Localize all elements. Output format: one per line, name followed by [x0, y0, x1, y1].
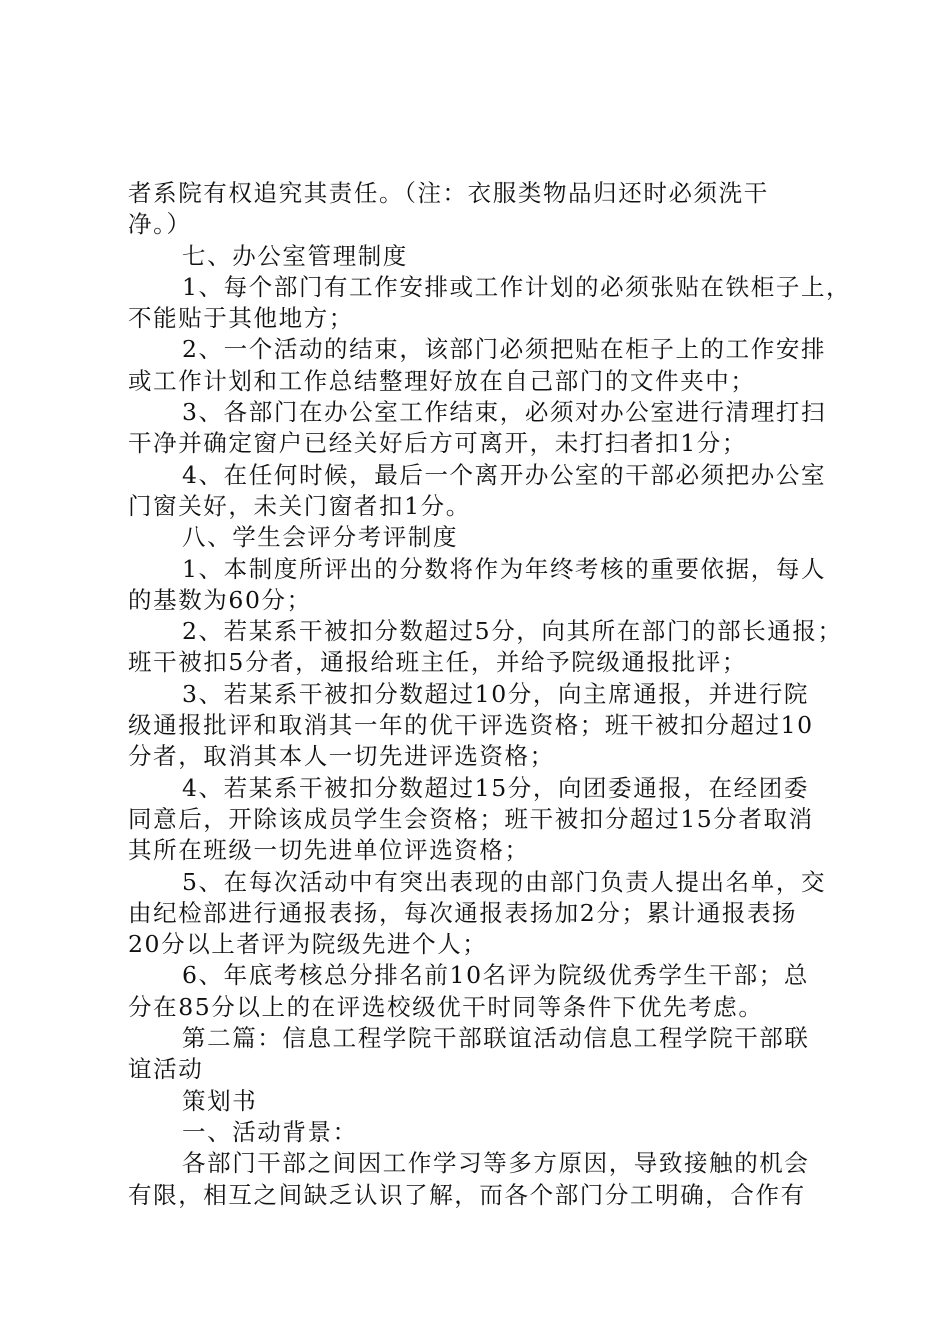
text-line: 2、若某系干被扣分数超过5分，向其所在部门的部长通报； [182, 617, 843, 646]
text-line: 分在85分以上的在评选校级优干时同等条件下优先考虑。 [128, 992, 764, 1021]
text-line: 七、办公室管理制度 [182, 241, 408, 270]
text-line: 的基数为60分； [128, 585, 312, 614]
text-line: 20分以上者评为院级先进个人； [128, 930, 488, 959]
text-line: 者系院有权追究其责任。（注：衣服类物品归还时必须洗干 [128, 179, 769, 207]
text-line: 4、若某系干被扣分数超过15分，向团委通报，在经团委 [182, 773, 809, 802]
text-line: 不能贴于其他地方； [128, 304, 354, 333]
text-line: 策划书 [182, 1086, 258, 1115]
text-line: 干净并确定窗户已经关好后方可离开，未打扫者扣1分； [128, 429, 747, 458]
text-line: 4、在任何时候，最后一个离开办公室的干部必须把办公室 [182, 460, 827, 489]
text-line: 门窗关好，未关门窗者扣1分。 [128, 491, 471, 520]
text-line: 由纪检部进行通报表扬，每次通报表扬加2分；累计通报表扬 [128, 898, 798, 927]
text-line: 第二篇：信息工程学院干部联谊活动信息工程学院干部联 [182, 1024, 810, 1053]
document-body [128, 178, 852, 1211]
text-line: 5、在每次活动中有突出表现的由部门负责人提出名单，交 [182, 867, 827, 896]
text-line: 各部门干部之间因工作学习等多方原因，导致接触的机会 [182, 1149, 810, 1178]
text-line: 或工作计划和工作总结整理好放在自己部门的文件夹中； [128, 366, 756, 395]
text-line: 6、年底考核总分排名前10名评为院级优秀学生干部；总 [182, 961, 809, 990]
text-line: 1、本制度所评出的分数将作为年终考核的重要依据，每人 [182, 554, 827, 583]
text-line: 谊活动 [128, 1055, 204, 1084]
text-line: 净。） [128, 210, 192, 239]
text-line: 1、每个部门有工作安排或工作计划的必须张贴在铁柜子上， [182, 272, 852, 301]
text-line: 分者，取消其本人一切先进评选资格； [128, 742, 555, 771]
text-line: 2、一个活动的结束，该部门必须把贴在柜子上的工作安排 [182, 335, 827, 364]
text-line: 班干被扣5分者，通报给班主任，并给予院级通报批评； [128, 648, 747, 677]
text-line: 级通报批评和取消其一年的优干评选资格；班干被扣分超过10 [128, 711, 814, 740]
text-line: 同意后，开除该成员学生会资格；班干被扣分超过15分者取消 [128, 804, 814, 833]
text-line: 一、活动背景： [182, 1117, 358, 1146]
text-line: 其所在班级一切先进单位评选资格； [128, 836, 530, 865]
text-line: 八、学生会评分考评制度 [182, 523, 459, 552]
text-line: 有限，相互之间缺乏认识了解，而各个部门分工明确，合作有 [128, 1180, 806, 1209]
text-line: 3、各部门在办公室工作结束，必须对办公室进行清理打扫 [182, 398, 827, 427]
text-line: 3、若某系干被扣分数超过10分，向主席通报，并进行院 [182, 679, 809, 708]
